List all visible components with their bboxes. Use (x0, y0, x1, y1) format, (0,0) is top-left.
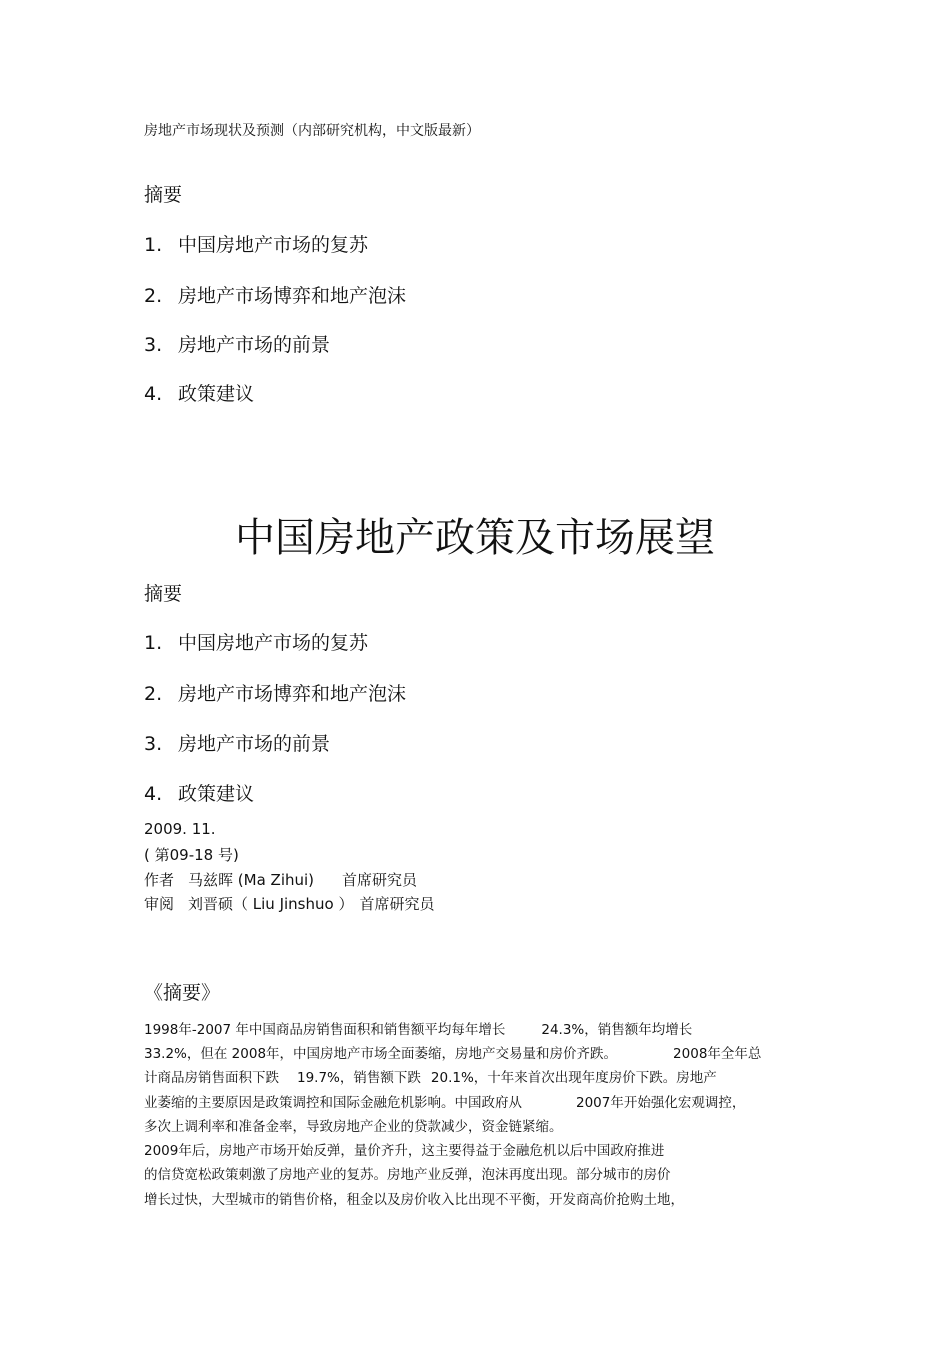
toc-item-text: 中国房地产市场的复苏 (178, 234, 369, 256)
toc-item-number: 4. (144, 383, 163, 405)
reviewer-line (144, 893, 434, 914)
document-header: 房地产市场现状及预测（内部研究机构，中文版最新） (144, 123, 480, 139)
reviewer-name: 刘晋硕（ Liu Jinshuo ） (188, 895, 354, 913)
toc-item-number: 2. (144, 683, 163, 705)
paragraph-line (144, 1018, 692, 1038)
toc-item-text: 政策建议 (178, 783, 255, 805)
paragraph-line (144, 1115, 563, 1135)
paragraph-segment: 24.3%，销售额年均增长 (541, 1022, 693, 1038)
paragraph-segment: 1998年-2007 年中国商品房销售面积和销售额平均每年增长 (144, 1022, 506, 1038)
paragraph-line (144, 1188, 684, 1208)
abstract-label: 摘要 (144, 184, 183, 206)
abstract-label: 摘要 (144, 583, 183, 605)
paragraph-line (144, 1066, 717, 1086)
reviewer-label: 审阅 (144, 895, 175, 913)
toc-item-number: 4. (144, 783, 163, 805)
toc-item (144, 628, 368, 655)
toc-item-text: 政策建议 (178, 383, 255, 405)
document-title: 中国房地产政策及市场展望 (235, 515, 715, 561)
paragraph-segment: 2007年开始强化宏观调控， (576, 1095, 746, 1111)
toc-item-text: 房地产市场博弈和地产泡沫 (178, 285, 407, 307)
reviewer-title: 首席研究员 (359, 895, 435, 913)
toc-item-number: 3. (144, 733, 163, 755)
toc-item-text: 房地产市场的前景 (178, 334, 331, 356)
toc-item-text: 中国房地产市场的复苏 (178, 632, 369, 654)
toc-item (144, 379, 254, 406)
toc-item-number: 2. (144, 285, 163, 307)
toc-item (144, 330, 330, 357)
report-date: 2009. 11. (144, 820, 216, 838)
paragraph-line (144, 1091, 745, 1111)
report-issue: ( 第09-18 号) (144, 846, 239, 864)
toc-item (144, 281, 406, 308)
paragraph-segment: 的信贷宽松政策刺激了房地产业的复苏。房地产业反弹，泡沫再度出现。部分城市的房价 (144, 1167, 671, 1183)
toc-item (144, 729, 330, 756)
paragraph-segment: 多次上调利率和准备金率，导致房地产企业的贷款减少，资金链紧缩。 (144, 1119, 563, 1135)
paragraph-segment: 计商品房销售面积下跌 (144, 1070, 279, 1086)
paragraph-line (144, 1042, 761, 1062)
author-label: 作者 (144, 871, 175, 889)
author-title: 首席研究员 (342, 871, 418, 889)
paragraph-segment: 2008年全年总 (673, 1046, 762, 1062)
paragraph-segment: 33.2%，但在 2008年，中国房地产市场全面萎缩，房地产交易量和房价齐跌。 (144, 1046, 618, 1062)
toc-item-text: 房地产市场博弈和地产泡沫 (178, 683, 407, 705)
paragraph-line (144, 1139, 664, 1159)
author-name: 马兹晖 (Ma Zihui) (188, 871, 315, 889)
paragraph-segment: 增长过快，大型城市的销售价格，租金以及房价收入比出现不平衡，开发商高价抢购土地， (144, 1192, 684, 1208)
toc-item-text: 房地产市场的前景 (178, 733, 331, 755)
toc-item-number: 1. (144, 234, 163, 256)
toc-item (144, 230, 368, 257)
paragraph-segment: 2009年后，房地产市场开始反弹，量价齐升，这主要得益于金融危机以后中国政府推进 (144, 1143, 665, 1159)
paragraph-line (144, 1163, 671, 1183)
paragraph-segment: 19.7%，销售额下跌 (297, 1070, 421, 1086)
abstract-heading: 《摘要》 (144, 982, 221, 1004)
paragraph-segment: 20.1%，十年来首次出现年度房价下跌。房地产 (430, 1070, 717, 1086)
paragraph-segment: 业萎缩的主要原因是政策调控和国际金融危机影响。中国政府从 (144, 1095, 522, 1111)
toc-item (144, 779, 254, 806)
author-line (144, 869, 417, 890)
toc-item (144, 679, 406, 706)
toc-item-number: 3. (144, 334, 163, 356)
toc-item-number: 1. (144, 632, 163, 654)
